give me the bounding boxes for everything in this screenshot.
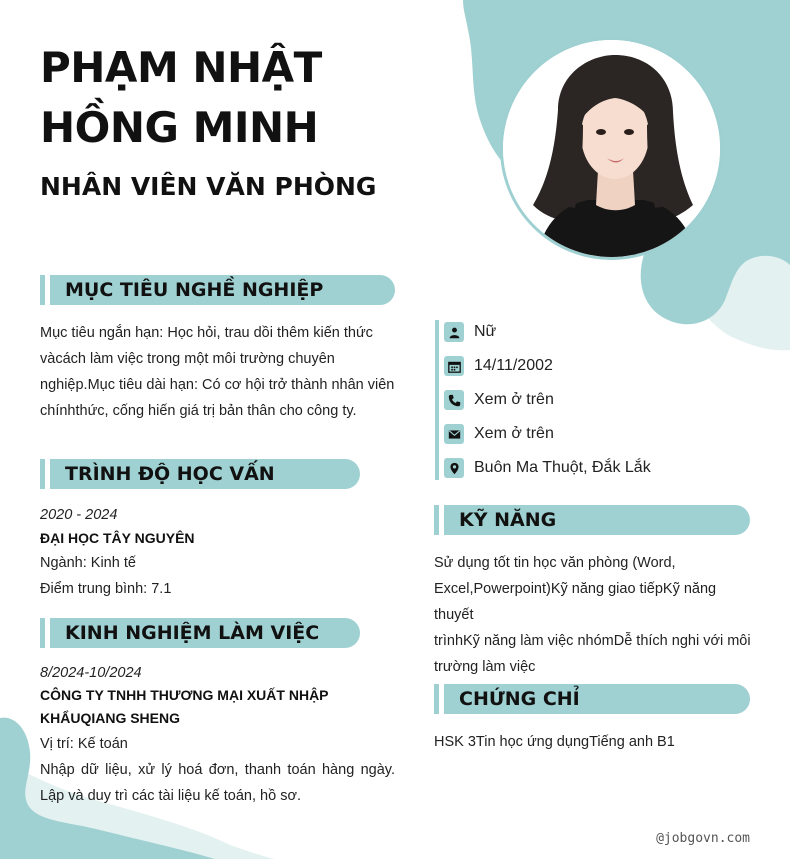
education-major: Ngành: Kinh tế [40, 555, 136, 571]
avatar [500, 37, 723, 260]
skills-line: Excel,Powerpoint)Kỹ năng giao tiếpKỹ năng thuyết [434, 581, 717, 623]
objective-line: Mục tiêu ngắn hạn: Học hỏi, trau dồi thêm kiến thức [40, 325, 373, 341]
experience-company: CÔNG TY TNHH THƯƠNG MẠI XUẤT NHẬP KHẨUQIANG SHENG [40, 687, 329, 726]
education-heading [40, 459, 360, 489]
candidate-name-line1: PHẠM NHẬT [40, 43, 322, 92]
contact-email-value: Xem ở trên [474, 425, 554, 442]
contact-email [444, 423, 554, 445]
skills-text [434, 550, 754, 680]
experience-description: Nhập dữ liệu, xử lý hoá đơn, thanh toán hàng ngày. Lập và duy trì các tài liệu kế toán, hồ sơ. [40, 762, 395, 804]
contact-divider [435, 320, 439, 480]
mail-icon [444, 424, 464, 444]
contact-phone [444, 389, 554, 411]
calendar-icon [444, 356, 464, 376]
contact-gender-value: Nữ [474, 323, 497, 340]
candidate-name-line2: HỒNG MINH [40, 103, 319, 152]
education-gpa: Điểm trung bình: 7.1 [40, 581, 172, 597]
objective-line: nghiệp.Mục tiêu dài hạn: Có cơ hội trở thành nhân viên [40, 377, 395, 393]
skills-line: Sử dụng tốt tin học văn phòng (Word, [434, 555, 676, 571]
contact-address [444, 457, 651, 479]
skills-line: trìnhKỹ năng làm việc nhómDễ thích nghi với môi [434, 633, 751, 649]
objective-heading [40, 275, 395, 305]
skills-line: trường làm việc [434, 659, 536, 675]
experience-heading-label: KINH NGHIỆM LÀM VIỆC [65, 622, 320, 644]
watermark: @jobgovn.com [656, 831, 750, 846]
contact-address-value: Buôn Ma Thuột, Đắk Lắk [474, 459, 651, 476]
education-period: 2020 - 2024 [40, 507, 118, 523]
skills-heading [434, 505, 750, 535]
certificates-text: HSK 3Tin học ứng dụngTiếng anh B1 [434, 734, 675, 750]
avatar-photo [503, 40, 720, 257]
contact-birthday-value: 14/11/2002 [474, 357, 553, 374]
user-icon [444, 322, 464, 342]
objective-text [40, 320, 400, 424]
education-heading-label: TRÌNH ĐỘ HỌC VẤN [65, 463, 275, 485]
experience-position: Vị trí: Kế toán [40, 736, 128, 752]
contact-birthday [444, 355, 553, 377]
objective-line: vàcách làm việc trong một môi trường chuyên [40, 351, 335, 367]
contact-phone-value: Xem ở trên [474, 391, 554, 408]
phone-icon [444, 390, 464, 410]
education-school: ĐẠI HỌC TÂY NGUYÊN [40, 530, 195, 546]
skills-heading-label: KỸ NĂNG [459, 509, 557, 531]
contact-gender [444, 321, 496, 343]
experience-heading [40, 618, 360, 648]
objective-line: chínhthức, cống hiến giá trị bản thân cho công ty. [40, 403, 357, 419]
certificates-heading-label: CHỨNG CHỈ [459, 688, 580, 710]
objective-heading-label: MỤC TIÊU NGHỀ NGHIỆP [65, 279, 324, 301]
certificates-heading [434, 684, 750, 714]
location-icon [444, 458, 464, 478]
candidate-name [40, 38, 440, 158]
experience-period: 8/2024-10/2024 [40, 665, 142, 681]
job-title: NHÂN VIÊN VĂN PHÒNG [40, 172, 377, 201]
